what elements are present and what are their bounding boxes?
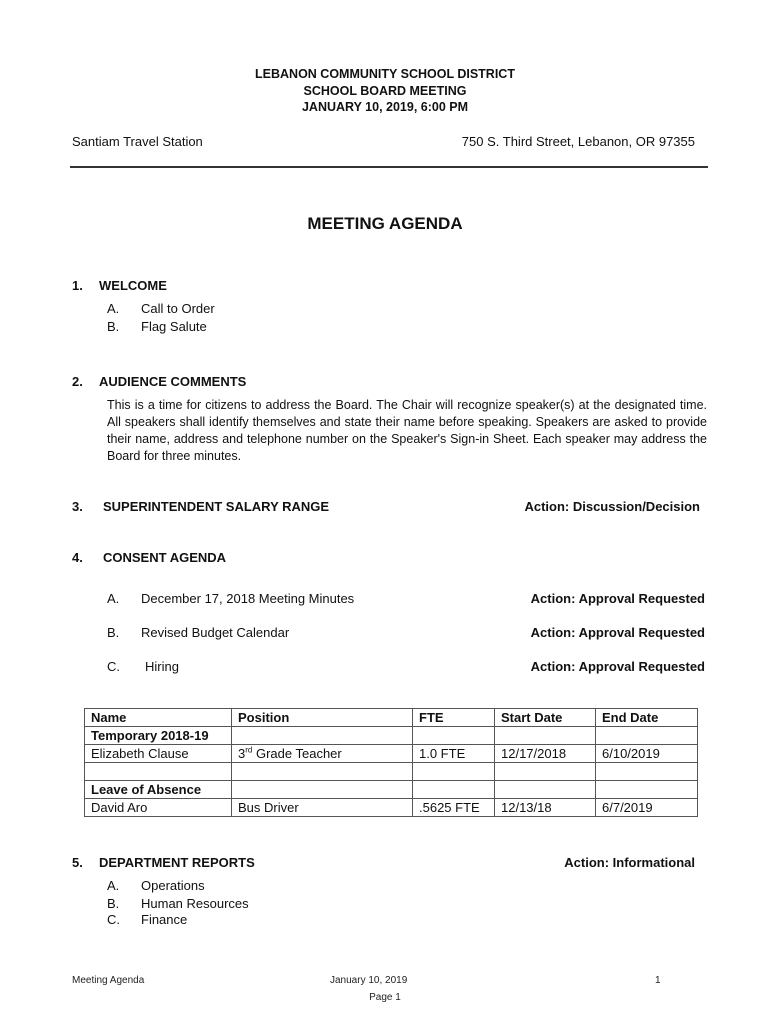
location-name: Santiam Travel Station — [72, 134, 203, 149]
section-1-title: WELCOME — [99, 278, 167, 293]
district-name: LEBANON COMMUNITY SCHOOL DISTRICT — [255, 67, 515, 81]
footer-page-number: 1 — [655, 975, 661, 986]
section-4-item-a-action: Action: Approval Requested — [530, 591, 705, 606]
section-1-number: 1. — [72, 278, 83, 293]
table-row — [85, 745, 698, 763]
section-1-item-a-label: Call to Order — [141, 301, 215, 316]
table-row — [85, 799, 698, 817]
table-header-row — [85, 709, 698, 727]
cell-fte: .5625 FTE — [413, 799, 495, 817]
header-position: Position — [232, 709, 413, 727]
section-4-item-c-letter: C. — [107, 659, 120, 674]
section-1-item-a-letter: A. — [107, 301, 120, 316]
cell-name: David Aro — [85, 799, 232, 817]
audience-comments-text: This is a time for citizens to address the Board. The Chair will recognize speaker(s) at the designated time. All speakers shall identify themselves and state their name before speaking. Speakers are asked to provide their name, address and telephone number on the Speaker's Sign-in Sheet. Each speaker may address the Board for three minutes. — [107, 398, 707, 463]
section-5-item-c-label: Finance — [141, 912, 188, 927]
cell-end-date: 6/10/2019 — [596, 745, 698, 763]
cell-end-date: 6/7/2019 — [596, 799, 698, 817]
section-4-item-b-label: Revised Budget Calendar — [141, 625, 290, 640]
meeting-datetime: JANUARY 10, 2019, 6:00 PM — [301, 100, 469, 114]
table-empty-row — [85, 763, 698, 781]
header-fte: FTE — [413, 709, 495, 727]
section-4-title: CONSENT AGENDA — [103, 550, 227, 565]
section-5-item-a-label: Operations — [141, 878, 205, 893]
section-4-item-a-letter: A. — [107, 591, 120, 606]
section-2-number: 2. — [72, 374, 83, 389]
cell-position: 3rd Grade Teacher — [232, 745, 413, 763]
cell-name: Elizabeth Clause — [85, 745, 232, 763]
hiring-table — [84, 708, 698, 817]
section-3-action: Action: Discussion/Decision — [524, 499, 700, 514]
cell-start-date: 12/13/18 — [495, 799, 596, 817]
section-1-item-b-label: Flag Salute — [141, 319, 207, 334]
group-leave-of-absence: Leave of Absence — [85, 781, 232, 799]
section-5-item-c-letter: C. — [107, 912, 120, 927]
footer-date: January 10, 2019 — [330, 975, 408, 986]
section-5-item-a-letter: A. — [107, 878, 120, 893]
section-4-item-c-action: Action: Approval Requested — [530, 659, 705, 674]
section-5-title: DEPARTMENT REPORTS — [99, 855, 255, 870]
section-1-item-b-letter: B. — [107, 319, 120, 334]
section-3-title: SUPERINTENDENT SALARY RANGE — [103, 499, 330, 514]
footer-page-label: Page 1 — [369, 992, 401, 1003]
cell-fte: 1.0 FTE — [413, 745, 495, 763]
section-5-item-b-label: Human Resources — [141, 896, 249, 911]
location-address: 750 S. Third Street, Lebanon, OR 97355 — [461, 134, 695, 149]
section-2-title: AUDIENCE COMMENTS — [99, 374, 247, 389]
section-4-number: 4. — [72, 550, 83, 565]
table-group-row — [85, 727, 698, 745]
page-title: MEETING AGENDA — [307, 214, 463, 233]
section-3-number: 3. — [72, 499, 83, 514]
section-4-item-b-action: Action: Approval Requested — [530, 625, 705, 640]
cell-start-date: 12/17/2018 — [495, 745, 596, 763]
header-end-date: End Date — [596, 709, 698, 727]
section-4-item-a-label: December 17, 2018 Meeting Minutes — [141, 591, 355, 606]
section-5-item-b-letter: B. — [107, 896, 120, 911]
header-start-date: Start Date — [495, 709, 596, 727]
footer-left: Meeting Agenda — [72, 975, 145, 986]
header-divider — [70, 166, 708, 168]
cell-position: Bus Driver — [232, 799, 413, 817]
section-5-action: Action: Informational — [564, 855, 695, 870]
section-4-item-c-label: Hiring — [145, 659, 179, 674]
meeting-name: SCHOOL BOARD MEETING — [303, 84, 467, 98]
header-name: Name — [85, 709, 232, 727]
section-4-item-b-letter: B. — [107, 625, 120, 640]
section-5-number: 5. — [72, 855, 83, 870]
table-group-row — [85, 781, 698, 799]
group-temporary: Temporary 2018-19 — [85, 727, 232, 745]
